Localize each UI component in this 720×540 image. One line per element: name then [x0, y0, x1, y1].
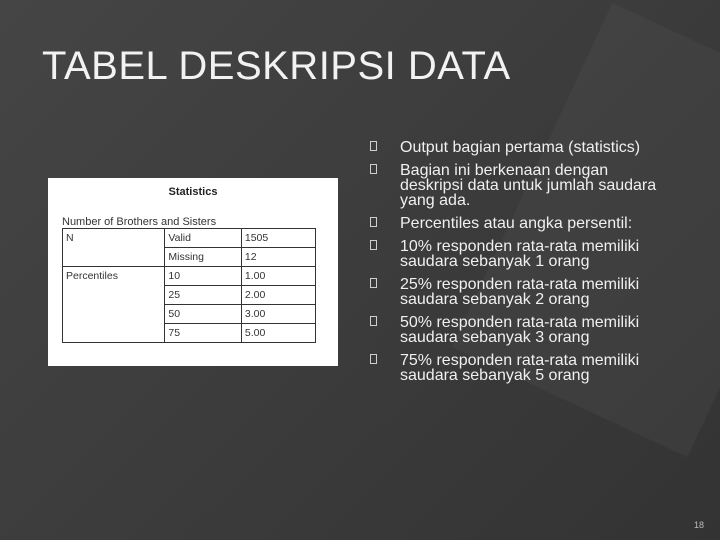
- statistics-table: [62, 228, 316, 343]
- row-value: 2.00: [241, 286, 315, 305]
- bullet-text: Percentiles atau angka persentil:: [400, 215, 633, 232]
- page-number: 18: [693, 520, 704, 530]
- row-value: 3.00: [241, 305, 315, 324]
- table-row: [63, 286, 316, 305]
- statistics-subtitle: Number of Brothers and Sisters: [62, 216, 217, 228]
- row-value: 12: [241, 248, 315, 267]
- statistics-title: Statistics: [168, 186, 218, 198]
- list-item: [370, 315, 670, 345]
- bullet-text: Bagian ini berkenaan dengan deskripsi data untuk jumlah saudara yang ada.: [400, 162, 657, 209]
- bullet-icon: [370, 278, 377, 288]
- table-row: [63, 248, 316, 267]
- row-sub: 25: [165, 286, 241, 305]
- bullet-icon: [370, 240, 377, 250]
- row-label: [63, 286, 165, 305]
- list-item: [370, 140, 670, 155]
- row-label: Percentiles: [63, 267, 165, 286]
- list-item: [370, 277, 670, 307]
- row-sub: 50: [165, 305, 241, 324]
- bullet-icon: [370, 141, 377, 151]
- bullet-text: 50% responden rata-rata memiliki saudara sebanyak 3 orang: [400, 314, 640, 346]
- row-value: 5.00: [241, 324, 315, 343]
- table-row: [63, 229, 316, 248]
- row-label: N: [63, 229, 165, 248]
- bullet-text: 75% responden rata-rata memiliki saudara sebanyak 5 orang: [400, 352, 640, 384]
- row-label: [63, 248, 165, 267]
- bullet-icon: [370, 354, 377, 364]
- row-sub: Valid: [165, 229, 241, 248]
- bullet-text: Output bagian pertama (statistics): [400, 139, 641, 156]
- bullet-icon: [370, 164, 377, 174]
- row-sub: 75: [165, 324, 241, 343]
- bullet-icon: [370, 217, 377, 227]
- bullet-list: [370, 140, 670, 391]
- table-row: [63, 267, 316, 286]
- list-item: [370, 353, 670, 383]
- row-sub: 10: [165, 267, 241, 286]
- bullet-icon: [370, 316, 377, 326]
- table-row: [63, 324, 316, 343]
- list-item: [370, 239, 670, 269]
- row-sub: Missing: [165, 248, 241, 267]
- list-item: [370, 163, 670, 208]
- list-item: [370, 216, 670, 231]
- table-row: [63, 305, 316, 324]
- slide-title: TABEL DESKRIPSI DATA: [42, 44, 511, 88]
- bullet-text: 10% responden rata-rata memiliki saudara sebanyak 1 orang: [400, 238, 640, 270]
- row-value: 1505: [241, 229, 315, 248]
- statistics-table-image: [48, 178, 338, 366]
- row-value: 1.00: [241, 267, 315, 286]
- row-label: [63, 324, 165, 343]
- bullet-text: 25% responden rata-rata memiliki saudara sebanyak 2 orang: [400, 276, 640, 308]
- row-label: [63, 305, 165, 324]
